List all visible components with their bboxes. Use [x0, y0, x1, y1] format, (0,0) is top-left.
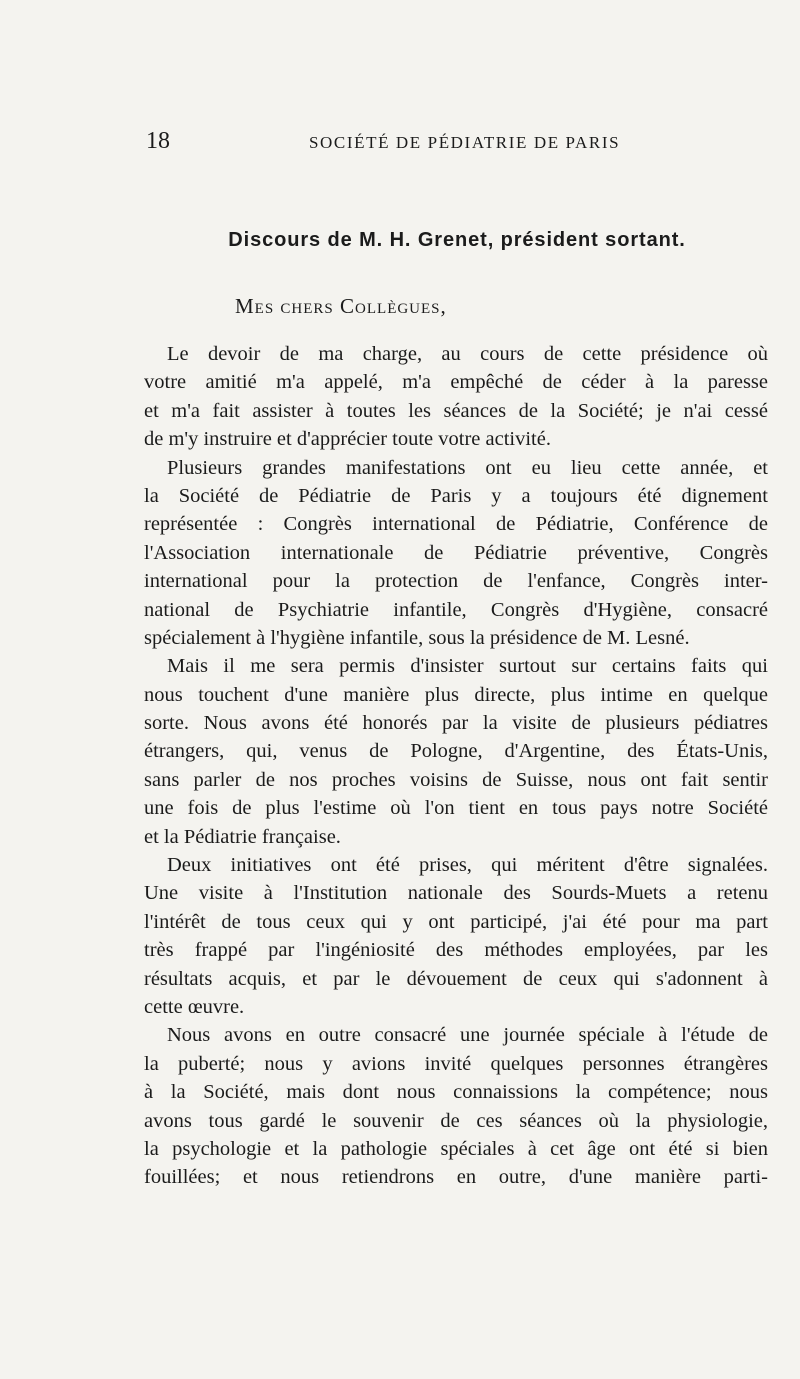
paragraph	[144, 1021, 768, 1191]
text-line: très frappé par l'ingéniosité des méthodes employées, par les	[144, 939, 768, 962]
paragraph	[144, 652, 768, 851]
text-line: international pour la protection de l'enfance, Congrès inter-	[144, 570, 768, 593]
paragraph	[144, 340, 768, 454]
text-line: Plusieurs grandes manifestations ont eu lieu cette année, et	[167, 456, 768, 479]
text-line: Deux initiatives ont été prises, qui méritent d'être signalées.	[167, 854, 768, 877]
text-line: nous touchent d'une manière plus directe, plus intime en quelque	[144, 683, 768, 706]
text-line: avons tous gardé le souvenir de ces séances où la physiologie,	[144, 1109, 768, 1132]
salutation: Mes chers Collègues,	[235, 294, 447, 318]
text-line: la Société de Pédiatrie de Paris y a toujours été dignement	[144, 484, 768, 507]
text-line: national de Psychiatrie infantile, Congrès d'Hygiène, consacré	[144, 598, 768, 621]
speech-title: Discours de M. H. Grenet, président sortant.	[228, 229, 686, 251]
text-line: fouillées; et nous retiendrons en outre, d'une manière parti-	[144, 1166, 768, 1189]
text-line: votre amitié m'a appelé, m'a empêché de céder à la paresse	[144, 371, 768, 394]
text-line: à la Société, mais dont nous connaissions la compétence; nous	[144, 1081, 768, 1104]
text-line: Le devoir de ma charge, au cours de cette présidence où	[167, 343, 768, 365]
text-line: une fois de plus l'estime où l'on tient en tous pays notre Société	[144, 797, 768, 820]
text-line: Une visite à l'Institution nationale des Sourds-Muets a retenu	[144, 882, 768, 905]
body-text	[144, 340, 768, 1192]
page-number: 18	[146, 128, 170, 154]
page-header	[146, 126, 768, 160]
text-line: et la Pédiatrie française.	[144, 825, 341, 848]
paragraph	[144, 454, 768, 653]
text-line: sans parler de nos proches voisins de Suisse, nous ont fait sentir	[144, 768, 768, 791]
text-line: spécialement à l'hygiène infantile, sous la présidence de M. Lesné.	[144, 626, 690, 649]
text-line: l'intérêt de tous ceux qui y ont participé, j'ai été pour ma part	[144, 910, 768, 933]
text-line: cette œuvre.	[144, 995, 245, 1018]
paragraph	[144, 851, 768, 1021]
text-line: de m'y instruire et d'apprécier toute votre activité.	[144, 428, 551, 451]
text-line: représentée : Congrès international de Pédiatrie, Conférence de	[144, 513, 768, 536]
running-head: SOCIÉTÉ DE PÉDIATRIE DE PARIS	[309, 133, 621, 152]
text-line: la puberté; nous y avions invité quelques personnes étrangères	[144, 1052, 768, 1075]
text-line: Nous avons en outre consacré une journée spéciale à l'étude de	[167, 1024, 768, 1047]
text-line: et m'a fait assister à toutes les séances de la Société; je n'ai cessé	[144, 399, 768, 422]
text-line: la psychologie et la pathologie spéciales à cet âge ont été si bien	[144, 1137, 768, 1160]
text-line: sorte. Nous avons été honorés par la visite de plusieurs pédiatres	[144, 712, 768, 735]
text-line: résultats acquis, et par le dévouement de ceux qui s'adonnent à	[144, 967, 768, 990]
text-line: étrangers, qui, venus de Pologne, d'Argentine, des États-Unis,	[144, 740, 768, 763]
text-line: l'Association internationale de Pédiatrie préventive, Congrès	[144, 541, 768, 564]
text-line: Mais il me sera permis d'insister surtout sur certains faits qui	[167, 655, 768, 678]
